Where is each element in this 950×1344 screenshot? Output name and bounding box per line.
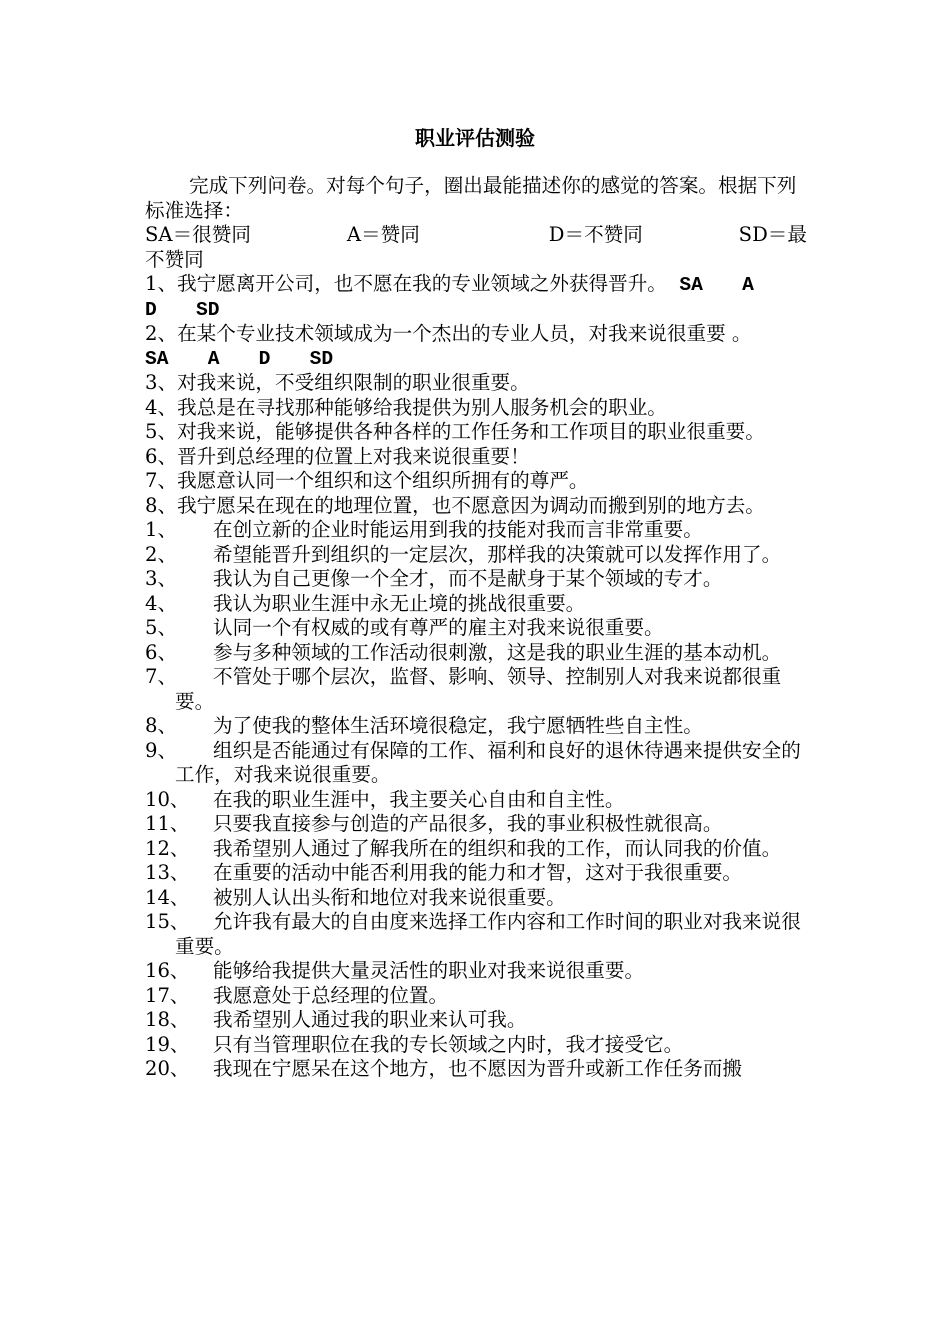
scale-a: A＝赞同 <box>346 223 420 246</box>
item-number: 6、 <box>145 444 178 468</box>
item-text: 我愿意认同一个组织和这个组织所拥有的尊严。 <box>177 469 589 492</box>
item-text: 在我的职业生涯中，我主要关心自由和自主性。 <box>213 787 625 811</box>
item-text: 我希望别人通过我的职业来认可我。 <box>213 1008 527 1031</box>
list-item <box>145 1008 807 1033</box>
intro-line-2: 据下列标准选择： <box>145 174 797 222</box>
item-text: 在创立新的企业时能运用到我的技能对我而言非常重要。 <box>213 518 703 541</box>
list-item <box>145 518 807 543</box>
list-item <box>145 984 807 1009</box>
item-text: 我现在宁愿呆在这个地方，也不愿因为晋升或新工作任务而搬 <box>213 1057 743 1080</box>
item-number: 7、 <box>145 665 178 688</box>
list-item <box>145 1033 807 1058</box>
list-item <box>145 494 807 519</box>
answer-options: SA A <box>679 274 754 296</box>
scale-sa: SA＝很赞同 <box>145 223 251 246</box>
scale-d: D＝不赞同 <box>548 223 643 246</box>
item-number: 5、 <box>145 616 178 639</box>
list-item <box>145 788 807 813</box>
list-item <box>145 616 807 641</box>
item-text: 组织是否能通过有保障的工作、福利和良好的退休待遇来提供安全的工作，对我来说很重要。 <box>175 738 801 786</box>
list-item <box>145 1057 807 1082</box>
list-item <box>145 641 807 666</box>
list-item <box>145 837 807 862</box>
item-number: 10、 <box>145 787 190 811</box>
item-text: 被别人认出头衔和地位对我来说很重要。 <box>213 885 566 909</box>
item-number: 5、 <box>145 420 178 443</box>
item-number: 11、 <box>145 812 190 835</box>
item-text: 允许我有最大的自由度来选择工作内容和工作时间的职业对我来说很重要。 <box>175 910 801 958</box>
item-number: 2、 <box>145 542 178 566</box>
list-item <box>145 861 807 886</box>
list-item <box>145 543 807 568</box>
item-number: 14、 <box>145 885 190 909</box>
list-item <box>145 371 807 396</box>
item-text: 在某个专业技术领域成为一个杰出的专业人员，对我来说很重要 。 <box>177 322 752 345</box>
item-text: 我宁愿呆在现在的地理位置，也不愿意因为调动而搬到别的地方去。 <box>177 493 765 517</box>
item-text: 对我来说，不受组织限制的职业很重要。 <box>177 371 530 394</box>
item-text: 我宁愿离开公司，也不愿在我的专业领域之外获得晋升。 <box>177 272 667 295</box>
scale-sd: SD＝最 <box>738 223 807 246</box>
item-number: 2、 <box>145 322 178 345</box>
answer-options: D SD <box>145 298 220 321</box>
item-text: 我希望别人通过了解我所在的组织和我的工作，而认同我的价值。 <box>213 836 782 860</box>
item-number: 3、 <box>145 567 178 590</box>
item-text: 参与多种领域的工作活动很刺激，这是我的职业生涯的基本动机。 <box>213 640 782 664</box>
item-text: 晋升到总经理的位置上对我来说很重要！ <box>177 444 530 468</box>
item-text: 希望能晋升到组织的一定层次，那样我的决策就可以发挥作用了。 <box>213 542 782 566</box>
intro-line-1: 完成下列问卷。对每个句子，圈出最能描述你的感觉的答案。根 <box>189 174 738 197</box>
item-number: 1、 <box>145 272 178 295</box>
item-number: 15、 <box>145 910 190 933</box>
item-number: 12、 <box>145 836 190 860</box>
page-title: 职业评估测验 <box>415 126 535 150</box>
item-number: 3、 <box>145 371 178 394</box>
list-item <box>145 272 807 298</box>
item-text: 只有当管理职位在我的专长领域之内时，我才接受它。 <box>213 1032 684 1056</box>
item-text: 为了使我的整体生活环境很稳定，我宁愿牺牲些自主性。 <box>213 714 703 737</box>
document-body <box>145 174 807 1082</box>
item-text: 我认为职业生涯中永无止境的挑战很重要。 <box>213 591 586 615</box>
list-item <box>145 592 807 617</box>
list-item <box>145 910 807 959</box>
item-number: 16、 <box>145 959 190 982</box>
list-item <box>145 959 807 984</box>
item-number: 4、 <box>145 591 178 615</box>
item-number: 18、 <box>145 1008 190 1031</box>
item-number: 6、 <box>145 640 178 664</box>
rating-scale <box>145 223 807 248</box>
scale-sd-continued: 不赞同 <box>145 247 204 271</box>
item-number: 8、 <box>145 493 178 517</box>
item-text: 能够给我提供大量灵活性的职业对我来说很重要。 <box>213 959 645 982</box>
list-item <box>145 420 807 445</box>
list-item <box>145 812 807 837</box>
item-text: 我愿意处于总经理的位置。 <box>213 983 449 1007</box>
item-text: 不管处于哪个层次，监督、影响、领导、控制别人对我来说都很重要。 <box>175 665 782 713</box>
list-item <box>145 739 807 788</box>
list-item <box>145 567 807 592</box>
item-number: 13、 <box>145 861 190 884</box>
item-text: 认同一个有权威的或有尊严的雇主对我来说很重要。 <box>213 616 664 639</box>
item-number: 8、 <box>145 714 178 737</box>
item-number: 7、 <box>145 469 178 492</box>
item-text: 对我来说，能够提供各种各样的工作任务和工作项目的职业很重要。 <box>177 420 765 443</box>
item-number: 9、 <box>145 738 178 762</box>
list-item <box>145 445 807 470</box>
list-item <box>145 322 807 347</box>
list-item <box>145 886 807 911</box>
list-item <box>145 396 807 421</box>
item-number: 19、 <box>145 1032 190 1056</box>
item-text: 我认为自己更像一个全才，而不是献身于某个领域的专才。 <box>213 567 723 590</box>
item-number: 17、 <box>145 983 190 1007</box>
list-item <box>145 714 807 739</box>
item-number: 20、 <box>145 1057 190 1080</box>
list-item <box>145 469 807 494</box>
item-number: 4、 <box>145 395 178 419</box>
item-text: 只要我直接参与创造的产品很多，我的事业积极性就很高。 <box>213 812 723 835</box>
intro-paragraph <box>145 174 807 223</box>
item-text: 在重要的活动中能否利用我的能力和才智，这对于我很重要。 <box>213 861 743 884</box>
answer-options: SA A D SD <box>145 347 334 370</box>
statement-list <box>145 518 807 1082</box>
item-text: 我总是在寻找那种能够给我提供为别人服务机会的职业。 <box>177 395 667 419</box>
list-item <box>145 665 807 714</box>
item-number: 1、 <box>145 518 178 541</box>
